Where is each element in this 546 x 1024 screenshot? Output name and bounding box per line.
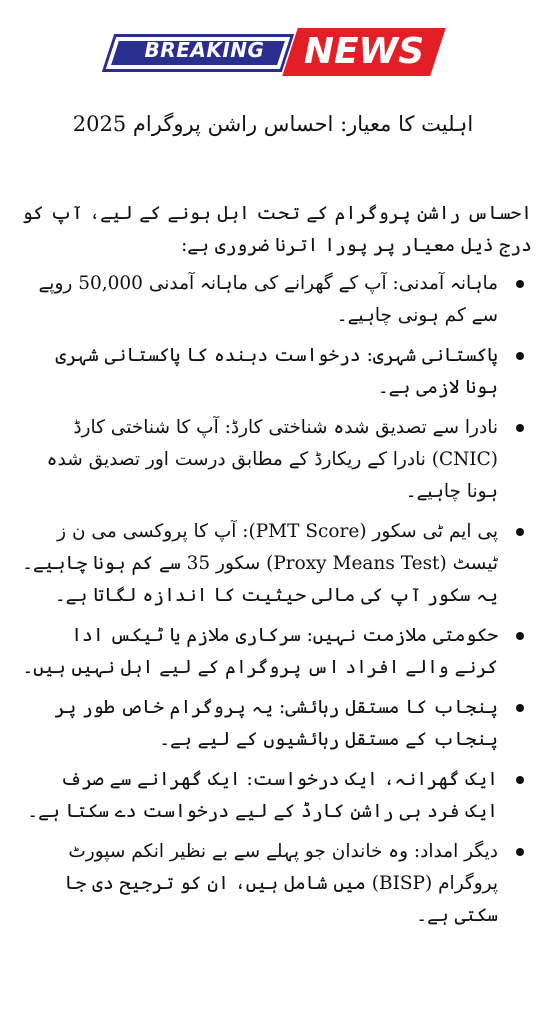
bullet-icon (516, 776, 524, 784)
criteria-text: پی ایم ٹی سکور (PMT Score): آپ کا پروکسی می ن ز ٹیسٹ (Proxy Means Test) سکور 35 سے کم ہونا چاہیے۔ یہ سکور آپ کی مالی حیثیت کا اندازہ لگاتا ہے۔ (22, 521, 498, 606)
criteria-text: ایک گھرانہ، ایک درخواست: ایک گھرانے سے صرف ایک فرد ہی راشن کارڈ کے لیے درخواست دے سکتا ہے۔ (27, 769, 498, 822)
bullet-icon (516, 704, 524, 712)
list-item (22, 836, 532, 932)
criteria-text: پنجاب کا مستقل رہائشی: یہ پروگرام خاص طور پر پنجاب کے مستقل رہائشیوں کے لیے ہے۔ (54, 697, 498, 750)
criteria-text: ماہانہ آمدنی: آپ کے گھرانے کی ماہانہ آمدنی 50,000 روپے سے کم ہونی چاہیے۔ (38, 273, 498, 326)
list-item (22, 692, 532, 756)
article-body (22, 198, 532, 940)
list-item (22, 268, 532, 332)
bullet-icon (516, 280, 524, 288)
banner-breaking-text: BREAKING (144, 38, 265, 62)
banner-news-text: NEWS (303, 31, 425, 72)
list-item (22, 516, 532, 612)
page-title: اہلیت کا معیار: احساس راشن پروگرام 2025 (72, 112, 474, 136)
criteria-list (22, 268, 532, 932)
list-item (22, 764, 532, 828)
list-item (22, 412, 532, 508)
bullet-icon (516, 632, 524, 640)
criteria-text: نادرا سے تصدیق شدہ شناختی کارڈ: آپ کا شناختی کارڈ (CNIC) نادرا کے ریکارڈ کے مطابق درست اور تصدیق شدہ ہونا چاہیے۔ (46, 417, 498, 502)
breaking-news-banner (108, 28, 438, 76)
criteria-text: حکومتی ملازمت نہیں: سرکاری ملازم یا ٹیکس ادا کرنے والے افراد اس پروگرام کے لیے اہل نہیں ہیں۔ (22, 625, 498, 678)
bullet-icon (516, 848, 524, 856)
bullet-icon (516, 528, 524, 536)
intro-paragraph: احساس راشن پروگرام کے تحت اہل ہونے کے لیے، آپ کو درج ذیل معیار پر پورا اترنا ضروری ہے: (22, 203, 532, 256)
bullet-icon (516, 424, 524, 432)
criteria-text: پاکستانی شہری: درخواست دہندہ کا پاکستانی شہری ہونا لازمی ہے۔ (55, 345, 498, 398)
bullet-icon (516, 352, 524, 360)
criteria-text: دیگر امداد: وہ خاندان جو پہلے سے بے نظیر انکم سپورٹ پروگرام (BISP) میں شامل ہیں، ان کو ترجیح دی جا سکتی ہے۔ (64, 841, 498, 926)
list-item (22, 620, 532, 684)
list-item (22, 340, 532, 404)
